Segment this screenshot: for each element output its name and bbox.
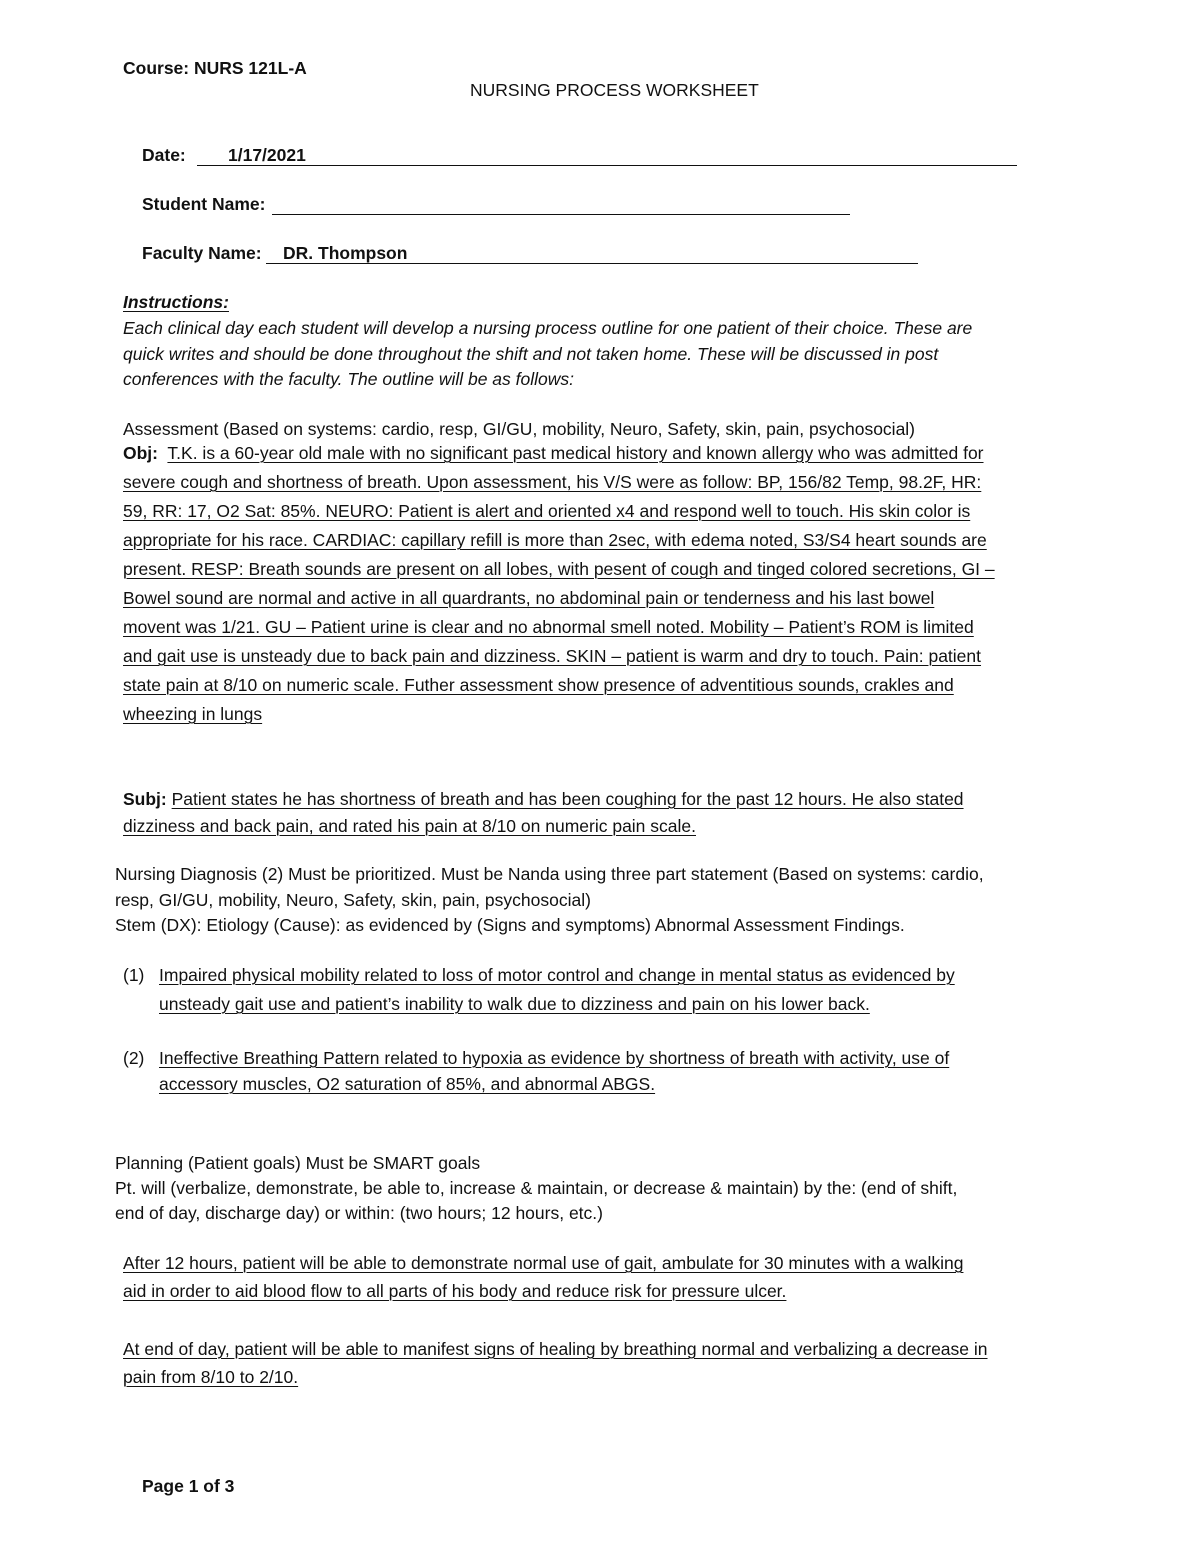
obj-row [123,443,984,464]
diagnosis-item-line: Ineffective Breathing Pattern related to hypoxia as evidence by shortness of breath with activity, use of [159,1048,950,1068]
goal-line: pain from 8/10 to 2/10. [123,1367,299,1387]
planning-text-line: end of day, discharge day) or within: (two hours; 12 hours, etc.) [115,1203,603,1223]
subj-row [123,789,964,810]
student-name-label: Student Name: [142,194,266,214]
assessment-heading: Assessment (Based on systems: cardio, resp, GI/GU, mobility, Neuro, Safety, skin, pain, psychosocial) [123,419,916,439]
page-number: Page 1 of 3 [142,1476,235,1496]
obj-text-line: appropriate for his race. CARDIAC: capillary refill is more than 2sec, with edema noted, S3/S4 heart sounds are [123,530,987,550]
obj-text-line: severe cough and shortness of breath. Upon assessment, his V/S were as follow: BP, 156/82 Temp, 98.2F, HR: [123,472,982,492]
obj-text-line: wheezing in lungs [123,704,263,724]
goal-line: After 12 hours, patient will be able to demonstrate normal use of gait, ambulate for 30 minutes with a walking [123,1253,964,1273]
diagnosis-item-line: Impaired physical mobility related to loss of motor control and change in mental status as evidenced by [159,965,955,985]
course-label: Course: NURS 121L-A [123,58,307,78]
faculty-name-value: DR. Thompson [283,243,408,263]
obj-text-line: movent was 1/21. GU – Patient urine is clear and no abnormal smell noted. Mobility – Patient’s ROM is limited [123,617,974,637]
instructions-line: conferences with the faculty. The outline will be as follows: [123,369,575,389]
diagnosis-number: (2) [123,1048,145,1068]
diagnosis-item-line: unsteady gait use and patient’s inability to walk due to dizziness and pain on his lower back. [159,994,870,1014]
page-title: NURSING PROCESS WORKSHEET [470,80,759,100]
date-label: Date: [142,145,186,165]
student-name-line [272,214,850,215]
subj-label: Subj: [123,789,167,809]
date-value: 1/17/2021 [228,145,306,165]
obj-text-line: present. RESP: Breath sounds are present on all lobes, with pesent of cough and tinged colored secretions, GI – [123,559,995,579]
diagnosis-text-line: resp, GI/GU, mobility, Neuro, Safety, skin, pain, psychosocial) [115,890,591,910]
faculty-name-label: Faculty Name: [142,243,262,263]
subj-text-line: dizziness and back pain, and rated his pain at 8/10 on numeric pain scale. [123,816,696,836]
subj-text-line: Patient states he has shortness of breath and has been coughing for the past 12 hours. He also stated [171,789,964,809]
instructions-line: quick writes and should be done throughout the shift and not taken home. These will be discussed in post [123,344,939,364]
obj-text-line: 59, RR: 17, O2 Sat: 85%. NEURO: Patient is alert and oriented x4 and respond well to touch. His skin color is [123,501,971,521]
diagnosis-text-line: Nursing Diagnosis (2) Must be prioritized. Must be Nanda using three part statement (Based on systems: cardio, [115,864,984,884]
obj-text-line: Bowel sound are normal and active in all quardrants, no abdominal pain or tenderness and his last bowel [123,588,935,608]
diagnosis-item-line: accessory muscles, O2 saturation of 85%, and abnormal ABGS. [159,1074,656,1094]
planning-text-line: Pt. will (verbalize, demonstrate, be able to, increase & maintain, or decrease & maintain) by the: (end of shift, [115,1178,958,1198]
instructions-heading: Instructions: [123,292,229,312]
obj-text-line: state pain at 8/10 on numeric scale. Futher assessment show presence of adventitious sounds, crakles and [123,675,954,695]
obj-text-line: T.K. is a 60-year old male with no significant past medical history and known allergy who was admitted for [167,443,984,463]
diagnosis-text-line: Stem (DX): Etiology (Cause): as evidenced by (Signs and symptoms) Abnormal Assessment Findings. [115,915,905,935]
planning-text-line: Planning (Patient goals) Must be SMART goals [115,1153,481,1173]
goal-line: At end of day, patient will be able to manifest signs of healing by breathing normal and verbalizing a decrease in [123,1339,988,1359]
date-line [197,165,1017,166]
instructions-line: Each clinical day each student will develop a nursing process outline for one patient of their choice. These are [123,318,973,338]
goal-line: aid in order to aid blood flow to all parts of his body and reduce risk for pressure ulcer. [123,1281,787,1301]
obj-label: Obj: [123,443,158,463]
diagnosis-number: (1) [123,965,145,985]
obj-text-line: and gait use is unsteady due to back pain and dizziness. SKIN – patient is warm and dry to touch. Pain: patient [123,646,982,666]
